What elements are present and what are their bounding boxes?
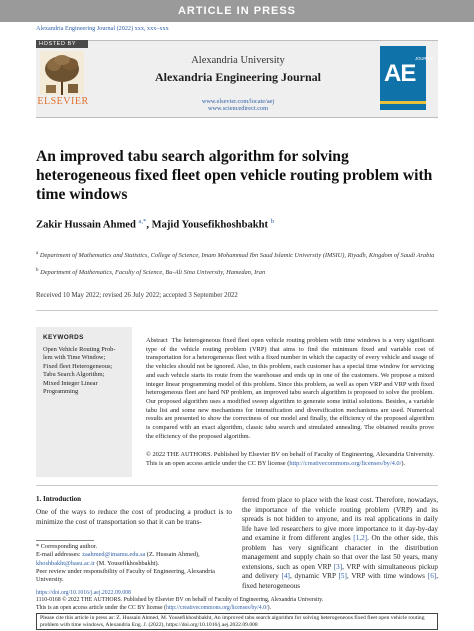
author-2-marks[interactable]: b [270, 218, 274, 225]
copyright-text: © 2022 THE AUTHORS. Published by Elsevier BV on behalf of Faculty of Engineering, Alexandria University. This is an open access article under the CC BY license ( [146, 451, 434, 467]
oa-text: This is an open access article under the CC BY license ( [36, 604, 167, 611]
reference-link[interactable]: [5] [338, 572, 347, 580]
abstract-copyright [146, 451, 434, 468]
journal-cover-thumbnail [380, 46, 435, 110]
footnote-divider [36, 540, 94, 541]
cover-letters: AE [384, 60, 416, 87]
abstract-divider [36, 485, 438, 486]
affiliation-b-text: Department of Mathematics, Faculty of Science, Bu-Ali Sina University, Hamedan, Iran [40, 269, 266, 277]
affiliation-b [36, 267, 438, 278]
university-name: Alexandria University [191, 55, 285, 66]
affiliation-a-mark: a [36, 251, 39, 256]
intro-text: ferred from place to place with the least cost. Therefore, nowadays, the importance of the vehicle routing problem (VRP) and its spreads is not hidden to anyone, and its real applications in daily life have led researchers to give more importance to it day-by-day and examine it from different angles [242, 496, 438, 542]
abstract-text: The heterogeneous fixed fleet open vehicle routing problem with time windows is a very significant type of the vehicle routing problem (VRP) that aims to find the minimum fixed and variable cost of transportation for a heterogeneous fleet with a fixed number in which the capacity of every vehicle and usage of the vehicles should not be ignored. Also, in this problem, each customer has a special time window for servicing and each vehicle starts its route from the warehouse and ends up in one of the customers. We propose a mixed integer linear programming model of this problem. Since this problem, as well as open VRP and VRP with fixed heterogeneous fleet are hard NP problem, an improved tabu search algorithm is proposed to solve the problem. Our proposed algorithm uses a modified sweep algorithm to generate some initial solutions. Besides, a variable tabu list and some new mechanisms for intensification and diversification mechanisms are used. Numerical results are presented to show the correctness of our model and finally, the efficiency of the proposed algorithm is compared with an exact algorithm, classic tabu search and simulated annealing. The obtained results prove the efficiency of the proposed algorithm. [146, 337, 434, 440]
doi-block [36, 590, 438, 612]
email-owner-1: (Z. Hussain Ahmed), [145, 551, 200, 559]
abstract-label: Abstract [146, 337, 168, 344]
keyword-line: lem with Time Window; [43, 354, 106, 362]
author-1: Zakir Hussain Ahmed [36, 219, 136, 231]
affiliation-b-mark: b [36, 268, 39, 273]
oa-license-link[interactable]: http://creativecommons.org/licenses/by/4.0/ [166, 604, 268, 611]
reference-link[interactable]: [3] [333, 562, 343, 571]
received-dates: Received 10 May 2022; revised 26 July 2022; accepted 3 September 2022 [36, 292, 238, 299]
issn-line: 1110-0168 © 2022 THE AUTHORS. Published by Elsevier BV on behalf of Faculty of Engineering, Alexandria University. [36, 597, 324, 604]
keyword-line: Programming [43, 388, 79, 396]
cover-side-text: JOURNAL [415, 56, 435, 61]
intro-text: . On the other side, this problem has very significant character in the distribution management and supply chain so that over the last 50 years, many extensions, such as open VRP [242, 534, 438, 571]
cover-stripe [380, 101, 426, 104]
hosted-by-label: HOSTED BY [36, 40, 88, 48]
banner-label: ARTICLE IN PRESS [177, 5, 297, 17]
email-link-2[interactable]: khoshbakht@basu.ac.ir [36, 559, 95, 567]
corresponding-author-note: * Corresponding author. [36, 543, 98, 550]
cite-text: Please cite this article in press as: Z. Hussain Ahmed, M. Yousefikhoshbakht, An improved tabu search algorithm for solving heterogeneous fixed fleet open vehicle routing problem with time windows, Alexandria Eng. J. (2022), https://doi.org/10.1016/j.aej.2022.09.008 [40, 615, 425, 628]
peer-review-note: Peer review under responsibility of Faculty of Engineering, Alexandria University. [36, 567, 215, 584]
open-access-line [36, 605, 438, 612]
keyword-line: Fixed fleet Heterogeneous; [43, 362, 113, 370]
intro-right-column [242, 496, 438, 591]
email-note [36, 551, 232, 568]
journal-citation-line[interactable]: Alexandria Engineering Journal (2022) xxx, xxx–xxx [36, 25, 169, 32]
author-line [36, 218, 274, 231]
reference-link[interactable]: [4] [281, 572, 290, 580]
affiliation-a [36, 250, 438, 261]
keyword-line: Mixed Integer Linear [43, 379, 98, 387]
header-divider [36, 310, 438, 311]
sciencedirect-url-link[interactable]: www.sciencedirect.com [207, 105, 269, 112]
elsevier-wordmark: ELSEVIER [37, 96, 89, 107]
footnotes [36, 543, 232, 584]
keyword-line: Open Vehicle Routing Prob- [43, 346, 116, 353]
author-1-marks[interactable]: a,* [138, 218, 147, 225]
author-separator: , [146, 219, 152, 231]
oa-end: ). [267, 604, 272, 611]
abstract-body [146, 337, 434, 441]
license-link[interactable]: http://creativecommons.org/licenses/by/4.0/ [289, 459, 402, 467]
intro-text: , fixed heterogeneous [242, 572, 438, 590]
article-title: An improved tabu search algorithm for solving heterogeneous fixed fleet open vehicle routing problem with time windows [36, 148, 433, 203]
intro-text: , dynamic VRP [289, 572, 339, 580]
section-heading-introduction: 1. Introduction [36, 495, 81, 503]
email-link-1[interactable]: zaahmed@imamu.edu.sa [82, 551, 146, 559]
intro-text: , VRP with simultaneous pickup and delivery [242, 562, 439, 580]
article-in-press-banner [0, 0, 474, 22]
reference-link[interactable]: [1,2] [353, 534, 368, 542]
keyword-line: Tabu Search Algorithm; [43, 371, 105, 379]
cite-this-article-box [36, 613, 438, 630]
copyright-end: ). [401, 459, 406, 467]
elsevier-tree-logo-icon [40, 51, 84, 95]
author-2: Majid Yousefikhoshbakht [151, 219, 269, 231]
intro-text: , VRP with time windows [346, 572, 428, 580]
keywords-list [43, 346, 127, 396]
affiliation-a-text: Department of Mathematics and Statistics, College of Science, Imam Mohammad Ibn Saud Islamic University (IMSIU), Riyadh, Kingdom of Saudi Arabia [39, 252, 435, 260]
email-label: E-mail addresses: [36, 551, 83, 559]
reference-link[interactable]: [6] [427, 572, 437, 580]
intro-left-column: One of the ways to reduce the cost of producing a product is to minimize the cost of transportation so that it can be trans- [36, 508, 232, 526]
journal-name: Alexandria Engineering Journal [154, 70, 321, 84]
journal-url-link[interactable]: www.elsevier.com/locate/aej [201, 98, 275, 105]
keywords-heading: KEYWORDS [43, 334, 84, 341]
doi-link[interactable]: https://doi.org/10.1016/j.aej.2022.09.008 [36, 590, 131, 596]
email-owner-2: (M. Yousefikhoshbakht). [94, 559, 160, 567]
